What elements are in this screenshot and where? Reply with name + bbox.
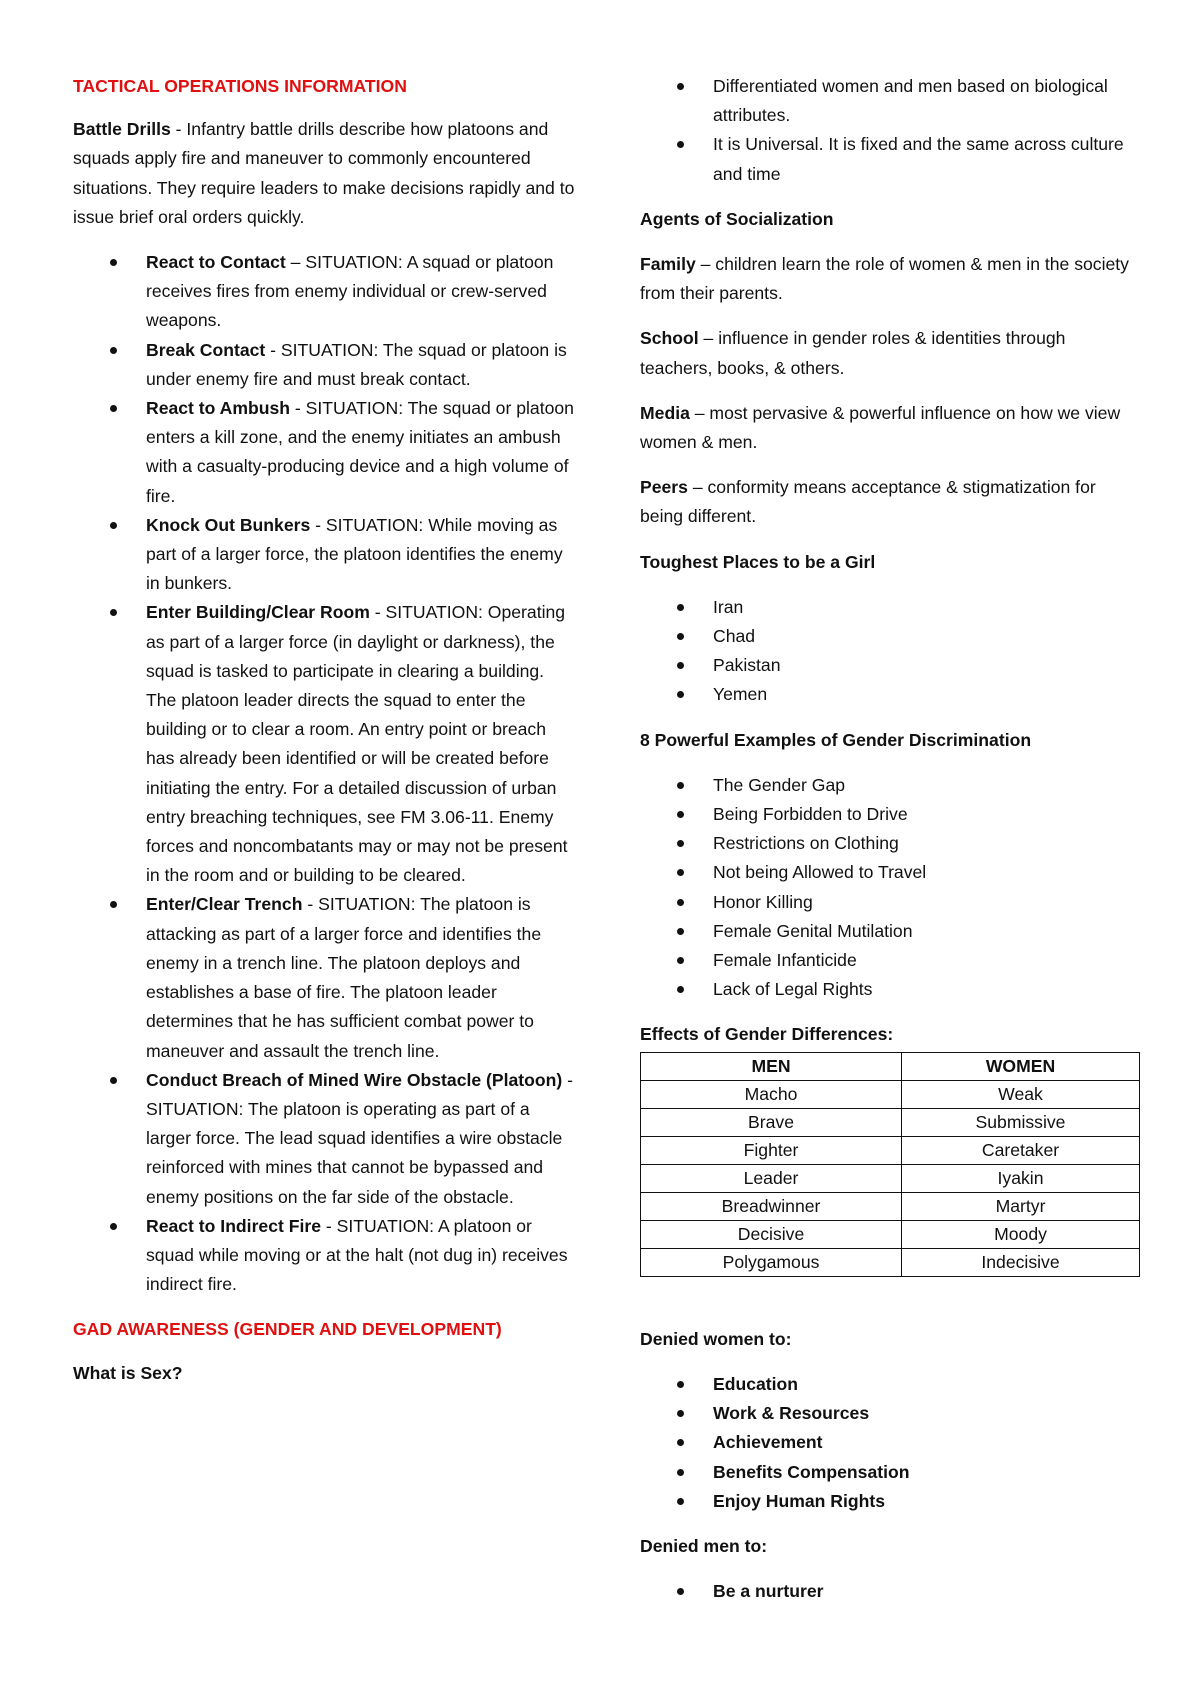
bullet-icon — [677, 957, 684, 964]
bullet-icon — [677, 811, 684, 818]
table-row — [641, 1108, 1140, 1136]
table-cell: Moody — [902, 1220, 1140, 1248]
list-item-text: Iran — [713, 596, 744, 617]
list-item — [640, 829, 1140, 858]
bullet-icon — [677, 141, 684, 148]
drill-term: Enter/Clear Trench — [146, 894, 303, 915]
bullet-icon — [110, 347, 117, 354]
table-cell: Weak — [902, 1080, 1140, 1108]
list-item-text: Education — [713, 1373, 799, 1394]
agent-text: – children learn the role of women & men in the society from their parents. — [640, 254, 1129, 304]
battle-drills-list — [73, 248, 578, 1299]
list-item — [640, 680, 1140, 709]
list-item-text: The Gender Gap — [713, 774, 846, 795]
drill-text: - SITUATION: The platoon is attacking as part of a larger force and identifies the enemy in a trench line. The platoon deploys and establishes a base of fire. The platoon leader determines that he has sufficient combat power to maneuver and assault the trench line. — [146, 894, 542, 1061]
what-is-sex-label: What is Sex? — [73, 1362, 183, 1383]
battle-drills-text: - Infantry battle drills describe how platoons and squads apply fire and maneuver to commonly encountered situations. They require leaders to make decisions rapidly and to issue brief oral orders quickly. — [73, 119, 575, 227]
agent-text: – conformity means acceptance & stigmatization for being different. — [640, 477, 1096, 527]
table-row — [641, 1192, 1140, 1220]
bullet-icon — [677, 869, 684, 876]
list-item-text: Female Genital Mutilation — [713, 920, 913, 941]
list-item — [640, 622, 1140, 651]
agent-paragraph — [640, 324, 1140, 382]
examples-list — [640, 771, 1140, 1005]
list-item — [640, 72, 1140, 130]
bullet-icon — [677, 986, 684, 993]
list-item — [640, 1458, 1140, 1487]
table-cell: Macho — [641, 1080, 902, 1108]
list-item — [73, 394, 578, 511]
list-item — [73, 1066, 578, 1212]
agent-paragraph — [640, 473, 1140, 531]
drill-term: Conduct Breach of Mined Wire Obstacle (Platoon) — [146, 1069, 563, 1090]
drill-term: React to Contact — [146, 252, 286, 273]
list-item — [73, 1212, 578, 1300]
list-item — [640, 1428, 1140, 1457]
denied-men-heading-label: Denied men to: — [640, 1535, 768, 1556]
drill-text: - SITUATION: The squad or platoon is under enemy fire and must break contact. — [146, 339, 567, 389]
examples-heading-label: 8 Powerful Examples of Gender Discrimination — [640, 729, 1032, 750]
toughest-list — [640, 593, 1140, 710]
denied-men-heading — [640, 1532, 1140, 1561]
bullet-icon — [677, 1498, 684, 1505]
left-column — [73, 72, 578, 1404]
list-item-text: Lack of Legal Rights — [713, 979, 873, 1000]
list-item — [640, 800, 1140, 829]
gender-differences-table — [640, 1052, 1140, 1277]
drill-text: - SITUATION: While moving as part of a larger force, the platoon identifies the enemy in bunkers. — [146, 514, 563, 594]
list-item-text: It is Universal. It is fixed and the same across culture and time — [713, 134, 1124, 184]
bullet-icon — [677, 662, 684, 669]
drill-term: React to Ambush — [146, 398, 291, 419]
toughest-heading-label: Toughest Places to be a Girl — [640, 551, 876, 572]
table-cell: Indecisive — [902, 1248, 1140, 1276]
list-item-text: Pakistan — [713, 655, 781, 676]
agent-term: Family — [640, 254, 696, 275]
list-item — [640, 1399, 1140, 1428]
bullet-icon — [677, 840, 684, 847]
drill-text: - SITUATION: The squad or platoon enters a kill zone, and the enemy initiates an ambush with a casualty-producing device and a high volume of fire. — [146, 398, 574, 506]
denied-women-heading-label: Denied women to: — [640, 1328, 792, 1349]
bullet-icon — [677, 691, 684, 698]
list-item-text: Restrictions on Clothing — [713, 833, 899, 854]
effects-heading — [640, 1020, 1140, 1049]
right-column — [640, 72, 1140, 1622]
effects-heading-label: Effects of Gender Differences: — [640, 1024, 894, 1045]
drill-text: – SITUATION: A squad or platoon receives fires from enemy individual or crew-served weapons. — [146, 252, 554, 331]
bullet-icon — [677, 604, 684, 611]
bullet-icon — [677, 1588, 684, 1595]
denied-men-list — [640, 1577, 1140, 1606]
list-item-text: Differentiated women and men based on biological attributes. — [713, 76, 1108, 126]
list-item-text: Female Infanticide — [713, 950, 857, 971]
agent-term: Media — [640, 402, 690, 423]
table-cell: Breadwinner — [641, 1192, 902, 1220]
table-row — [641, 1136, 1140, 1164]
bullet-icon — [677, 782, 684, 789]
what-is-sex-heading — [73, 1359, 578, 1388]
list-item-text: Work & Resources — [713, 1403, 870, 1424]
table-row — [641, 1080, 1140, 1108]
bullet-icon — [677, 1469, 684, 1476]
list-item — [640, 946, 1140, 975]
agents-heading-label: Agents of Socialization — [640, 208, 834, 229]
table-cell: Fighter — [641, 1136, 902, 1164]
bullet-icon — [110, 259, 117, 266]
agent-paragraph — [640, 250, 1140, 308]
list-item — [73, 598, 578, 890]
bullet-icon — [110, 405, 117, 412]
list-item — [73, 248, 578, 336]
list-item-text: Chad — [713, 626, 756, 647]
list-item — [640, 975, 1140, 1004]
list-item — [640, 1577, 1140, 1606]
list-item — [73, 336, 578, 394]
agent-term: School — [640, 328, 699, 349]
toughest-heading — [640, 548, 1140, 577]
drill-term: Enter Building/Clear Room — [146, 602, 370, 623]
table-cell: Decisive — [641, 1220, 902, 1248]
table-cell: Brave — [641, 1108, 902, 1136]
list-item — [73, 511, 578, 599]
drill-text: - SITUATION: The platoon is operating as part of a larger force. The lead squad identifies a wire obstacle reinforced with mines that cannot be bypassed and enemy positions on the far side of the obstacle. — [146, 1069, 574, 1207]
list-item — [640, 917, 1140, 946]
bullet-icon — [677, 1439, 684, 1446]
table-row — [641, 1164, 1140, 1192]
table-cell: Iyakin — [902, 1164, 1140, 1192]
list-item-text: Yemen — [713, 684, 768, 705]
list-item-text: Honor Killing — [713, 891, 813, 912]
bullet-icon — [677, 1410, 684, 1417]
list-item — [640, 651, 1140, 680]
list-item-text: Be a nurturer — [713, 1581, 824, 1602]
bullet-icon — [677, 83, 684, 90]
drill-term: React to Indirect Fire — [146, 1215, 322, 1236]
table-row — [641, 1248, 1140, 1276]
table-cell: Polygamous — [641, 1248, 902, 1276]
agent-text: – most pervasive & powerful influence on how we view women & men. — [640, 402, 1121, 453]
spacer — [640, 1277, 1140, 1325]
drill-term: Break Contact — [146, 339, 266, 360]
list-item — [640, 1487, 1140, 1516]
table-header-row — [641, 1052, 1140, 1080]
list-item — [640, 130, 1140, 188]
list-item — [640, 858, 1140, 887]
table-cell: Martyr — [902, 1192, 1140, 1220]
bullet-icon — [110, 901, 117, 908]
agent-paragraph — [640, 399, 1140, 457]
bullet-icon — [677, 928, 684, 935]
table-row — [641, 1220, 1140, 1248]
denied-women-heading — [640, 1325, 1140, 1354]
drill-text: - SITUATION: Operating as part of a larger force (in daylight or darkness), the squad is tasked to participate in clearing a building. The platoon leader directs the squad to enter the building or to clear a room. An entry point or breach has already been identified or will be created before initiating the entry. For a detailed discussion of urban entry breaching techniques, see FM 3.06-11. Enemy forces and noncombatants may or may not be present in the room and or building to be cleared. — [146, 602, 568, 886]
battle-drills-term: Battle Drills — [73, 119, 171, 140]
bullet-icon — [110, 1077, 117, 1084]
heading-tactical-operations: TACTICAL OPERATIONS INFORMATION — [73, 76, 407, 96]
list-item — [640, 888, 1140, 917]
bullet-icon — [677, 899, 684, 906]
list-item — [640, 593, 1140, 622]
drill-term: Knock Out Bunkers — [146, 514, 311, 535]
drill-text: - SITUATION: A platoon or squad while moving or at the halt (not dug in) receives indirect fire. — [146, 1215, 568, 1295]
bullet-icon — [110, 1223, 117, 1230]
agent-term: Peers — [640, 477, 688, 498]
list-item-text: Not being Allowed to Travel — [713, 862, 927, 883]
agents-heading — [640, 205, 1140, 234]
list-item-text: Achievement — [713, 1432, 823, 1453]
agent-text: – influence in gender roles & identities through teachers, books, & others. — [640, 328, 1066, 378]
bullet-icon — [110, 522, 117, 529]
heading-gad-awareness: GAD AWARENESS (GENDER AND DEVELOPMENT) — [73, 1319, 502, 1340]
table-header-women: WOMEN — [902, 1052, 1140, 1080]
table-cell: Leader — [641, 1164, 902, 1192]
bullet-icon — [110, 609, 117, 616]
examples-heading — [640, 726, 1140, 755]
list-item — [640, 771, 1140, 800]
list-item-text: Enjoy Human Rights — [713, 1490, 886, 1511]
list-item-text: Benefits Compensation — [713, 1461, 910, 1482]
denied-women-list — [640, 1370, 1140, 1516]
table-header-men: MEN — [641, 1052, 902, 1080]
list-item — [640, 1370, 1140, 1399]
bullet-icon — [677, 1381, 684, 1388]
bullet-icon — [677, 633, 684, 640]
table-cell: Submissive — [902, 1108, 1140, 1136]
table-cell: Caretaker — [902, 1136, 1140, 1164]
list-item — [73, 890, 578, 1065]
sex-definition-list — [640, 72, 1140, 189]
list-item-text: Being Forbidden to Drive — [713, 804, 908, 825]
battle-drills-paragraph — [73, 115, 578, 232]
